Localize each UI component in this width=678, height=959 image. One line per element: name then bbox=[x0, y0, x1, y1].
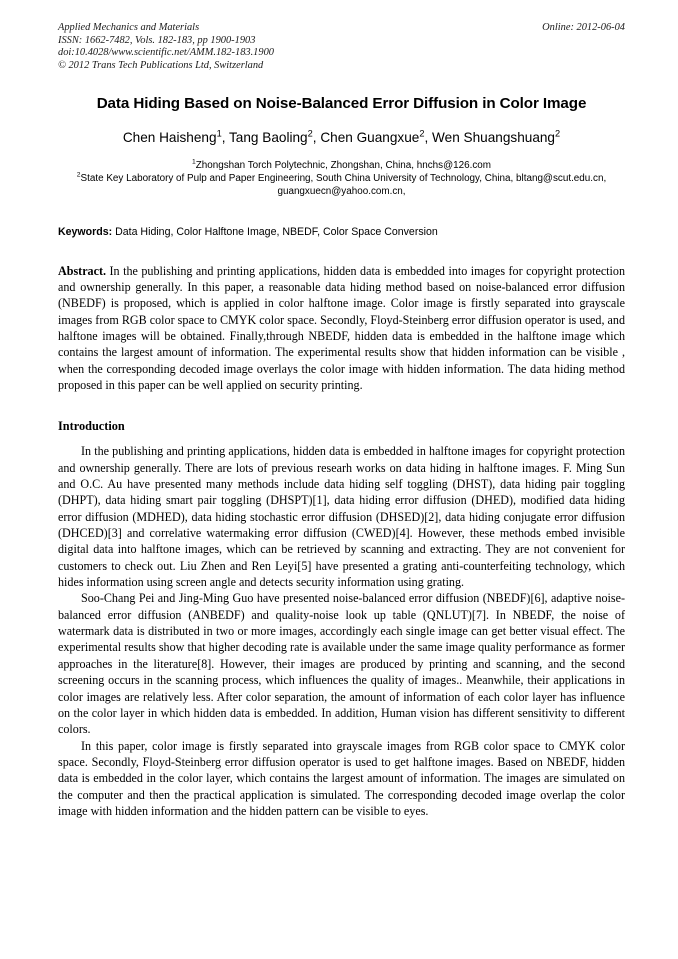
author-name: Tang Baoling$^2$ bbox=[229, 128, 313, 145]
affiliation-item bbox=[76, 172, 607, 198]
author-name: Chen Haisheng$^1$ bbox=[122, 128, 222, 145]
abstract-block bbox=[58, 263, 625, 394]
section-heading-introduction: Introduction bbox=[58, 419, 125, 434]
author-affiliation-marker: 2 bbox=[555, 128, 561, 139]
keywords-value: Data Hiding, Color Halftone Image, NBEDF, Color Space Conversion bbox=[112, 225, 438, 238]
abstract-label: Abstract. bbox=[58, 263, 107, 278]
page-title: Data Hiding Based on Noise-Balanced Error Diffusion in Color Image bbox=[96, 95, 587, 112]
affiliation-item bbox=[76, 159, 607, 172]
online-publication-date: Online: 2012-06-04 bbox=[542, 22, 625, 33]
author-affiliation-marker: 2 bbox=[419, 128, 425, 139]
journal-issn-line: ISSN: 1662-7482, Vols. 182-183, pp 1900-1903 bbox=[58, 34, 256, 46]
affiliation-marker: 2 bbox=[76, 171, 81, 179]
affiliation-text: State Key Laboratory of Pulp and Paper Engineering, South China University of Technology, China, bltang@scut.edu.cn, guangxuecn@yahoo.com.cn, bbox=[80, 173, 607, 198]
journal-name: Applied Mechanics and Materials bbox=[58, 22, 200, 33]
author-name: Chen Guangxue$^2$ bbox=[320, 128, 425, 145]
author-name: Wen Shuangshuang$^2$ bbox=[432, 128, 561, 145]
journal-copyright-line: © 2012 Trans Tech Publications Ltd, Switzerland bbox=[58, 59, 264, 71]
keywords-line bbox=[58, 225, 625, 239]
author-affiliation-marker: 2 bbox=[307, 128, 313, 139]
keywords-label: Keywords: bbox=[58, 225, 113, 238]
abstract-text: In the publishing and printing applications, hidden data is embedded into images for copyright protection and ownership generally. In this paper, a reasonable data hiding method based on noise-balanced error diffusion (NBEDF) is proposed, which is applied in color halftone image. Color image is firstly separated into grayscale images from RGB color space to CMYK color space. Secondly, Floyd-Steinberg error diffusion operator is used, and halftone images will be obtained. Finally,through NBEDF, hidden data is embedded in the halftone image which contains the largest amount of information. The experimental results show that hidden information can be visible , when the corresponding decoded image overlays the color image with hidden information. The data hiding method proposed in this paper can be well applied on security printing. bbox=[58, 263, 625, 393]
author-affiliation-marker: 1 bbox=[216, 128, 222, 139]
body-paragraph: In this paper, color image is firstly separated into grayscale images from RGB color space to CMYK color space. Secondly, Floyd-Steinberg error diffusion operator is used to get halftone images. Based on NBEDF, hidden data is embedded in the color layer, which contains the largest amount of information. The images are simulated on the computer and then the practical application is simulated. The corresponding decoded image overlap the color image with hidden information and the hidden pattern can be visible to eyes. bbox=[58, 738, 625, 818]
affiliation-list bbox=[58, 159, 625, 199]
journal-header bbox=[58, 22, 625, 74]
body-paragraph: Soo-Chang Pei and Jing-Ming Guo have presented noise-balanced error diffusion (NBEDF)[6], adaptive noise-balanced error diffusion (ANBEDF) and quality-noise look up table (QNLUT)[7]. In NBEDF, the noise of watermark data is distributed in two or more images, accordingly each single image can get better visual effect. The experimental results show that higher decoding rate is available under the same image quality performance as former approaches in the literature[8]. However, their images are produced by printing and scanning, and the second screening occurs in the scanning process, which influences the quality of images.. Meanwhile, their applications in color images are relatively less. After color separation, the amount of information of each color layer has influence on the color layer in which hidden data is embedded. In addition, Human vision has different sensitivity to different colors. bbox=[58, 591, 625, 737]
author-list: Chen Haisheng$^1$, Tang Baoling$^2$, Chen Guangxue$^2$, Wen Shuangshuang$^2$ bbox=[122, 128, 561, 145]
affiliation-text: Zhongshan Torch Polytechnic, Zhongshan, China, hnchs@126.com bbox=[195, 160, 492, 171]
body-paragraph: In the publishing and printing applications, hidden data is embedded in halftone images for copyright protection and ownership generally. There are lots of previous researh works on data hiding in halftone images. F. Ming Sun and O.C. Au have presented many methods include data hiding self toggling (DHST), data hiding pair toggling (DHPT), data hiding smart pair toggling (DHSPT)[1], data hiding error diffusion (DHED), modified data hiding error diffusion (MDHED), data hiding stochastic error diffusion (DHSED)[2], data hiding conjugate error diffusion (DHCED)[3] and correlative watermaking error diffusion (CWED)[4]. However, these methods embed invisible digital data into halftone images, which can be retrieved by scanning and extracting. They are not convenient for customers to check out. Liu Zhen and Ren Leyi[5] have presented a grating anti-counterfeiting technology, which hides information using screen angle and detects security information using grating. bbox=[58, 444, 625, 590]
introduction-body bbox=[58, 443, 625, 819]
affiliation-marker: 1 bbox=[191, 158, 196, 166]
journal-doi-line: doi:10.4028/www.scientific.net/AMM.182-183.1900 bbox=[58, 47, 274, 59]
